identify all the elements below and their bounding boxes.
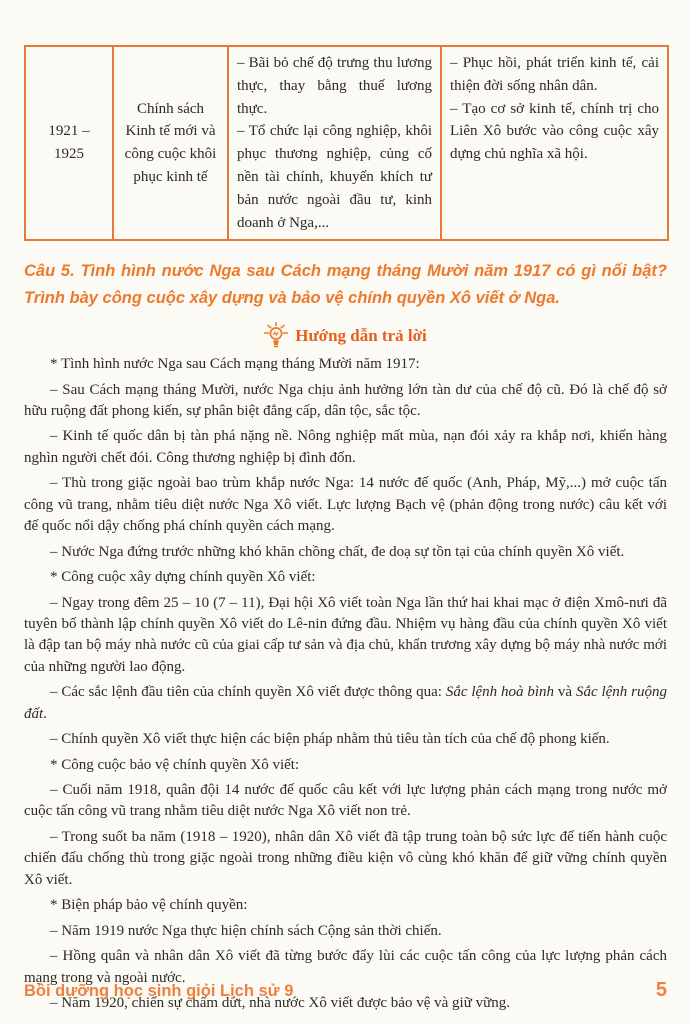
page-footer — [24, 979, 667, 1002]
answer-paragraph: – Chính quyền Xô viết thực hiện các biện pháp nhằm thủ tiêu tàn tích của chế độ phong kiến. — [50, 731, 610, 748]
result-item: – Tạo cơ sở kinh tế, chính trị cho Liên Xô bước vào công cuộc xây dựng chủ nghĩa xã hội. — [450, 100, 659, 163]
guide-heading — [24, 322, 667, 349]
table-row — [25, 46, 668, 240]
summary-table — [24, 45, 669, 241]
result-item: – Phục hồi, phát triển kinh tế, cải thiện đời sống nhân dân. — [450, 55, 659, 94]
answer-paragraph: * Tình hình nước Nga sau Cách mạng tháng Mười năm 1917: — [50, 356, 420, 373]
answer-paragraph: * Công cuộc xây dựng chính quyền Xô viết: — [50, 569, 316, 586]
answer-paragraph: * Công cuộc bảo vệ chính quyền Xô viết: — [50, 756, 300, 773]
answer-body — [24, 354, 667, 1014]
measure-item: – Tổ chức lại công nghiệp, khôi phục thương nghiệp, củng cố nền tài chính, khuyến khích tư bản nước ngoài đầu tư, kinh doanh ở Nga,... — [237, 123, 432, 231]
answer-paragraph: – Năm 1920, chiến sự chấm dứt, nhà nước Xô viết được bảo vệ và giữ vững. — [50, 994, 510, 1011]
results-cell — [441, 46, 668, 240]
answer-paragraph: – Ngay trong đêm 25 – 10 (7 – 11), Đại hội Xô viết toàn Nga lần thứ hai khai mạc ở điện Xmô-nưi đã tuyên bố thành lập chính quyền Xô viết do Lê-nin đứng đầu. Nhiệm vụ hàng đầu của chính quyền Xô viết là đập tan bộ máy nhà nước cũ của giai cấp tư sản và địa chủ, khẩn trương xây dựng bộ máy nhà nước mới của những người lao động. — [24, 594, 667, 675]
policy-cell: Chính sách Kinh tế mới và công cuộc khôi phục kinh tế — [113, 46, 228, 240]
decree-title: Sắc lệnh ruộng đất — [24, 684, 667, 722]
measure-item: – Bãi bỏ chế độ trưng thu lương thực, thay bằng thuế lương thực. — [237, 55, 432, 117]
answer-paragraph: – Sau Cách mạng tháng Mười, nước Nga chịu ảnh hưởng lớn tàn dư của chế độ cũ. Đó là chế độ sở hữu ruộng đất phong kiến, sự phân biệt đẳng cấp, dân tộc, sắc tộc. — [24, 381, 667, 420]
answer-paragraph — [24, 682, 667, 725]
text-segment: và — [554, 684, 576, 701]
answer-paragraph: – Nước Nga đứng trước những khó khăn chồng chất, đe doạ sự tồn tại của chính quyền Xô viết. — [50, 543, 625, 560]
page-number: 5 — [655, 979, 667, 1001]
period-cell: 1921 – 1925 — [25, 46, 113, 240]
text-segment: – Các sắc lệnh đầu tiên của chính quyền Xô viết được thông qua: — [50, 684, 446, 701]
answer-paragraph: – Thù trong giặc ngoài bao trùm khắp nước Nga: 14 nước đế quốc (Anh, Pháp, Mỹ,...) mở cuộc tấn công vũ trang, nhằm tiêu diệt nước Nga Xô viết. Lực lượng Bạch vệ (phản động trong nước) câu kết với đế quốc nổi dậy chống phá chính quyền cách mạng. — [24, 475, 667, 535]
answer-paragraph: – Cuối năm 1918, quân đội 14 nước đế quốc câu kết với lực lượng phản cách mạng trong nước mở cuộc tấn công vũ trang nhằm tiêu diệt nước Nga Xô viết non trẻ. — [24, 782, 667, 820]
lightbulb-icon — [264, 322, 288, 349]
answer-paragraph: – Năm 1919 nước Nga thực hiện chính sách Cộng sản thời chiến. — [50, 922, 442, 939]
question — [24, 258, 667, 311]
guide-title: Hướng dẫn trả lời — [295, 325, 427, 345]
question-label: Câu 5. — [24, 262, 75, 281]
text-segment: . — [43, 705, 47, 722]
answer-paragraph: – Hồng quân và nhân dân Xô viết đã từng bước đẩy lùi các cuộc tấn công của lực lượng phản cách mạng trong và ngoài nước. — [24, 948, 667, 986]
footer-book-title: Bồi dưỡng học sinh giỏi Lịch sử 9 — [24, 982, 294, 1000]
answer-paragraph: – Trong suốt ba năm (1918 – 1920), nhân dân Xô viết đã tập trung toàn bộ sức lực để tiến hành cuộc chiến đấu chống thù trong giặc ngoài trong những điều kiện vô cùng khó khăn để giữ vững chính quyền Xô viết. — [24, 828, 667, 888]
answer-paragraph: * Biện pháp bảo vệ chính quyền: — [50, 897, 248, 914]
question-text: Tình hình nước Nga sau Cách mạng tháng Mười năm 1917 có gì nổi bật? Trình bày công cuộc xây dựng và bảo vệ chính quyền Xô viết ở Nga. — [24, 262, 667, 307]
measures-cell — [228, 46, 441, 240]
decree-title: Sắc lệnh hoà bình — [445, 684, 555, 701]
answer-paragraph: – Kinh tế quốc dân bị tàn phá nặng nề. Nông nghiệp mất mùa, nạn đói xảy ra khắp nơi, khiến hàng nghìn người chết đói. Công thương nghiệp bị đình đốn. — [24, 428, 667, 466]
